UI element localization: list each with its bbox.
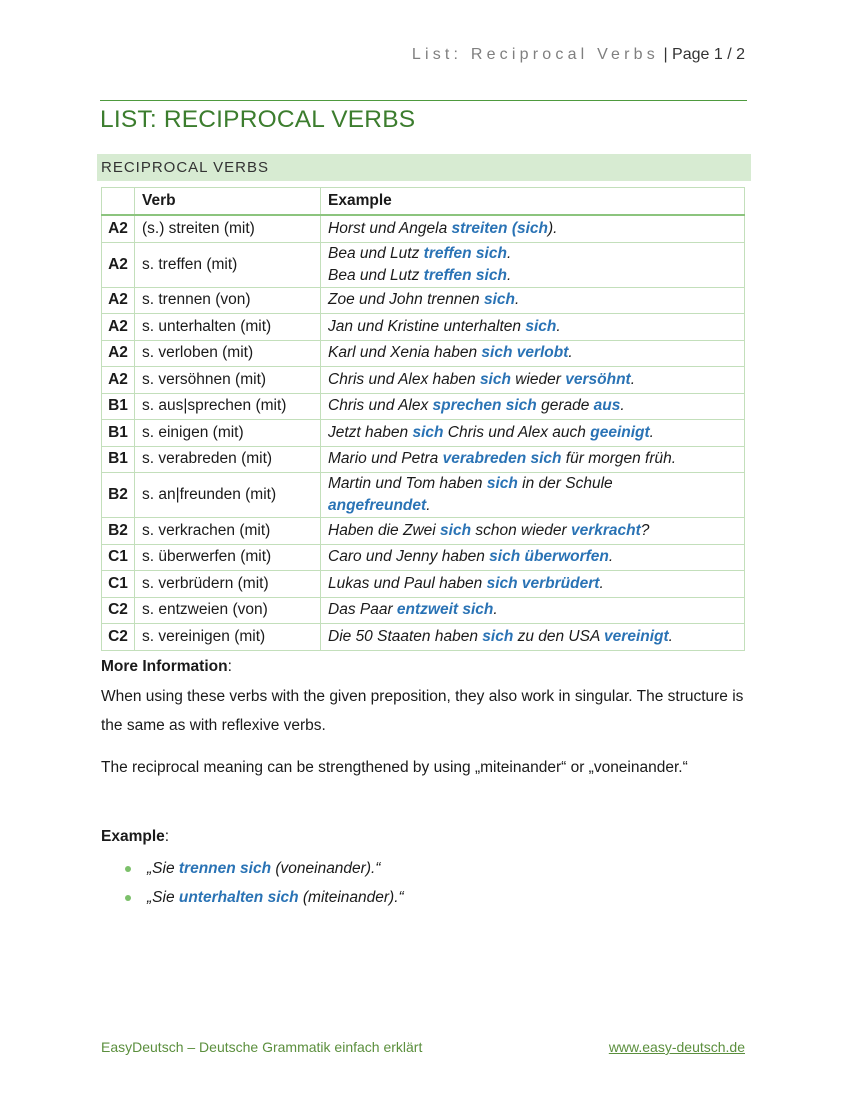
verb-cell: s. verloben (mit) (135, 340, 321, 367)
example-line (328, 371, 737, 389)
example-sentence (147, 889, 404, 906)
example-line (328, 575, 737, 593)
highlighted-text: angefreundet (328, 497, 427, 514)
example-line (328, 344, 737, 362)
table-row (102, 597, 745, 624)
table-row (102, 446, 745, 473)
level-cell: A2 (102, 367, 135, 394)
table-row (102, 393, 745, 420)
example-line (328, 243, 737, 265)
example-text: Horst und Angela (328, 219, 452, 237)
more-information-label: More Information: (101, 658, 232, 675)
example-line (328, 601, 737, 619)
example-text: (miteinander).“ (298, 889, 404, 906)
level-cell: C2 (102, 624, 135, 651)
document-title: LIST: RECIPROCAL VERBS (100, 106, 416, 133)
example-line (328, 318, 737, 336)
example-cell (321, 446, 745, 473)
example-text: (voneinander).“ (271, 860, 381, 877)
level-cell: B2 (102, 473, 135, 518)
example-line (328, 291, 737, 309)
verb-cell: s. unterhalten (mit) (135, 314, 321, 341)
highlighted-text: verabreden sich (442, 450, 562, 468)
header-title: List: Reciprocal Verbs (411, 46, 659, 63)
highlighted-text: sich (525, 317, 557, 335)
highlighted-text: sich (483, 291, 515, 309)
verb-cell: s. aus|sprechen (mit) (135, 393, 321, 420)
level-cell: C2 (102, 597, 135, 624)
example-text: zu den USA (513, 627, 605, 645)
level-cell: A2 (102, 314, 135, 341)
example-text: Caro und Jenny haben (328, 548, 490, 566)
table-body (102, 215, 745, 650)
example-text: schon wieder (471, 521, 571, 539)
header-level (102, 188, 135, 216)
footer-tagline: EasyDeutsch – Deutsche Grammatik einfach erklärt (101, 1039, 423, 1055)
verb-cell: s. treffen (mit) (135, 242, 321, 287)
example-line (328, 628, 737, 646)
bullet-icon (125, 866, 131, 872)
example-cell (321, 314, 745, 341)
highlighted-text: verkracht (570, 521, 641, 539)
header-separator: | (663, 46, 668, 63)
example-text: Haben die Zwei (328, 521, 441, 539)
example-text: wieder (510, 370, 566, 388)
highlighted-text: treffen sich (423, 244, 507, 262)
level-cell: A2 (102, 242, 135, 287)
example-cell (321, 518, 745, 545)
header-verb: Verb (135, 188, 321, 216)
table-row (102, 367, 745, 394)
highlighted-text: treffen sich (423, 266, 507, 284)
level-cell: B1 (102, 446, 135, 473)
page-header (100, 46, 745, 64)
example-text: . (599, 574, 604, 592)
example-text: Jetzt haben (328, 423, 413, 441)
highlighted-text: sich verbrüdert (486, 574, 600, 592)
example-cell (321, 597, 745, 624)
footer-website-link[interactable]: www.easy-deutsch.de (608, 1039, 745, 1055)
level-cell: B1 (102, 393, 135, 420)
highlighted-text: sprechen sich (432, 397, 537, 415)
table-row (102, 420, 745, 447)
example-cell (321, 571, 745, 598)
example-text: gerade (536, 397, 594, 415)
level-cell: B1 (102, 420, 135, 447)
verb-cell: s. entzweien (von) (135, 597, 321, 624)
example-text: . (630, 370, 636, 388)
table-row (102, 215, 745, 242)
example-text: . (649, 423, 654, 441)
verb-cell: s. trennen (von) (135, 287, 321, 314)
example-cell (321, 340, 745, 367)
example-line (328, 220, 737, 238)
example-text: ? (640, 521, 650, 539)
example-item (101, 883, 404, 912)
highlighted-text: sich (486, 475, 518, 492)
verb-cell: s. verabreden (mit) (135, 446, 321, 473)
header-example: Example (321, 188, 745, 216)
example-line (328, 424, 737, 442)
example-text: . (506, 244, 512, 262)
verb-cell: s. verbrüdern (mit) (135, 571, 321, 598)
example-text: . (620, 397, 625, 415)
level-cell: A2 (102, 287, 135, 314)
example-text: . (426, 497, 431, 514)
example-text: Die 50 Staaten haben (328, 627, 483, 645)
example-line (328, 495, 737, 517)
example-text: „Sie (147, 860, 179, 877)
verb-cell: s. einigen (mit) (135, 420, 321, 447)
section-heading-bar (97, 154, 751, 181)
example-cell (321, 287, 745, 314)
table-row (102, 242, 745, 287)
highlighted-text: sich verlobt (481, 344, 569, 362)
highlighted-text: trennen sich (178, 860, 272, 877)
example-cell (321, 420, 745, 447)
example-text: . (515, 291, 520, 309)
example-text: in der Schule (517, 475, 613, 492)
verb-cell: s. an|freunden (mit) (135, 473, 321, 518)
highlighted-text: unterhalten sich (178, 889, 299, 906)
example-text: . (668, 627, 673, 645)
example-text: Karl und Xenia haben (328, 344, 482, 362)
highlighted-text: aus (593, 397, 621, 415)
example-item (101, 854, 404, 883)
example-text: . (556, 317, 561, 335)
highlighted-text: versöhnt (565, 370, 631, 388)
example-label: Example: (101, 828, 170, 845)
example-text: ). (548, 219, 558, 237)
example-cell (321, 473, 745, 518)
example-line (328, 450, 737, 468)
example-text: . (493, 601, 498, 619)
example-text: Das Paar (328, 601, 397, 619)
table-row (102, 287, 745, 314)
example-cell (321, 367, 745, 394)
table-row (102, 314, 745, 341)
example-text: Bea und Lutz (328, 266, 424, 284)
verb-cell: s. verkrachen (mit) (135, 518, 321, 545)
example-text: „Sie (147, 889, 179, 906)
table-row (102, 571, 745, 598)
highlighted-text: sich überworfen (489, 548, 609, 566)
table-row (102, 473, 745, 518)
highlighted-text: geeinigt (590, 423, 650, 441)
example-text: . (506, 266, 512, 284)
table-row (102, 518, 745, 545)
example-cell (321, 393, 745, 420)
bullet-icon (125, 895, 131, 901)
table-row (102, 340, 745, 367)
example-text: Chris und Alex haben (328, 370, 480, 388)
example-text: Bea und Lutz (328, 244, 424, 262)
example-text: für morgen früh. (561, 450, 677, 468)
header-rule (100, 100, 747, 101)
level-cell: A2 (102, 215, 135, 242)
highlighted-text: sich (482, 627, 514, 645)
highlighted-text: sich (412, 423, 444, 441)
example-cell (321, 242, 745, 287)
example-line (328, 397, 737, 415)
example-text: Zoe und John trennen (328, 291, 484, 309)
example-cell (321, 544, 745, 571)
page-number: Page 1 / 2 (672, 46, 745, 63)
example-text: Chris und Alex (328, 397, 433, 415)
example-text: Mario und Petra (328, 450, 443, 468)
example-text: Chris und Alex auch (443, 423, 591, 441)
verb-cell: (s.) streiten (mit) (135, 215, 321, 242)
table-row (102, 544, 745, 571)
verb-cell: s. vereinigen (mit) (135, 624, 321, 651)
reciprocal-verbs-table (101, 187, 745, 651)
example-line (328, 473, 737, 495)
level-cell: A2 (102, 340, 135, 367)
example-line (328, 522, 737, 540)
example-line (328, 265, 737, 287)
highlighted-text: sich (440, 521, 472, 539)
example-text: . (568, 344, 573, 362)
level-cell: B2 (102, 518, 135, 545)
example-text: Jan und Kristine unterhalten (328, 317, 526, 335)
example-text: . (608, 548, 614, 566)
highlighted-text: entzweit sich (396, 601, 494, 619)
more-information-paragraph-1: When using these verbs with the given preposition, they also work in singular. The structure is the same as with reflexive verbs. (101, 688, 744, 734)
level-cell: C1 (102, 544, 135, 571)
example-cell (321, 215, 745, 242)
example-cell (321, 624, 745, 651)
example-text: Martin und Tom haben (328, 475, 487, 492)
table-header-row (102, 188, 745, 216)
highlighted-text: streiten (sich (451, 219, 548, 237)
verb-cell: s. überwerfen (mit) (135, 544, 321, 571)
highlighted-text: vereinigt (604, 627, 669, 645)
highlighted-text: sich (479, 370, 511, 388)
section-heading: RECIPROCAL VERBS (101, 159, 269, 176)
more-information-paragraph-2: The reciprocal meaning can be strengthened by using „miteinander“ or „voneinander.“ (101, 759, 688, 776)
verb-cell: s. versöhnen (mit) (135, 367, 321, 394)
table-row (102, 624, 745, 651)
example-line (328, 548, 737, 566)
level-cell: C1 (102, 571, 135, 598)
example-sentence (147, 860, 380, 877)
example-list (101, 854, 404, 912)
example-text: Lukas und Paul haben (328, 574, 487, 592)
